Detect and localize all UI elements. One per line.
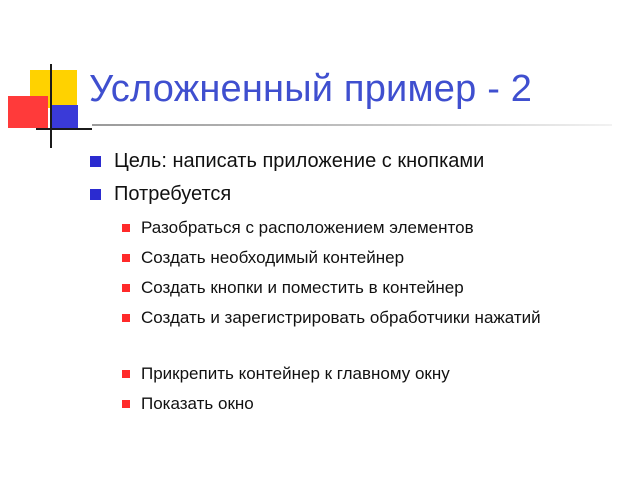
bullet-square-icon <box>90 189 101 200</box>
sub-bullet-text: Показать окно <box>141 394 254 413</box>
sub-bullet-square-icon <box>122 370 130 378</box>
logo-horizontal-line <box>36 128 92 130</box>
slide-title: Усложненный пример - 2 <box>89 68 533 110</box>
logo-red-square <box>8 96 48 128</box>
bullet-square-icon <box>90 156 101 167</box>
logo-vertical-line <box>50 64 52 148</box>
sub-bullet-text: Создать необходимый контейнер <box>141 248 405 267</box>
bullet-text: Цель: написать приложение с кнопками <box>114 150 485 172</box>
logo-blue-square <box>52 105 78 129</box>
sub-bullet-text: Создать и зарегистрировать обработчики нажатий <box>141 308 541 327</box>
sub-bullet-square-icon <box>122 254 130 262</box>
sub-bullet-square-icon <box>122 400 130 408</box>
sub-bullet-square-icon <box>122 284 130 292</box>
sub-bullet-text: Создать кнопки и поместить в контейнер <box>141 278 464 297</box>
bullet-text: Потребуется <box>114 183 232 205</box>
title-divider <box>92 124 612 126</box>
sub-bullet-square-icon <box>122 224 130 232</box>
slide-logo <box>0 0 90 140</box>
sub-bullet-text: Разобраться с расположением элементов <box>141 218 474 237</box>
sub-bullet-square-icon <box>122 314 130 322</box>
sub-bullet-text: Прикрепить контейнер к главному окну <box>141 364 450 383</box>
